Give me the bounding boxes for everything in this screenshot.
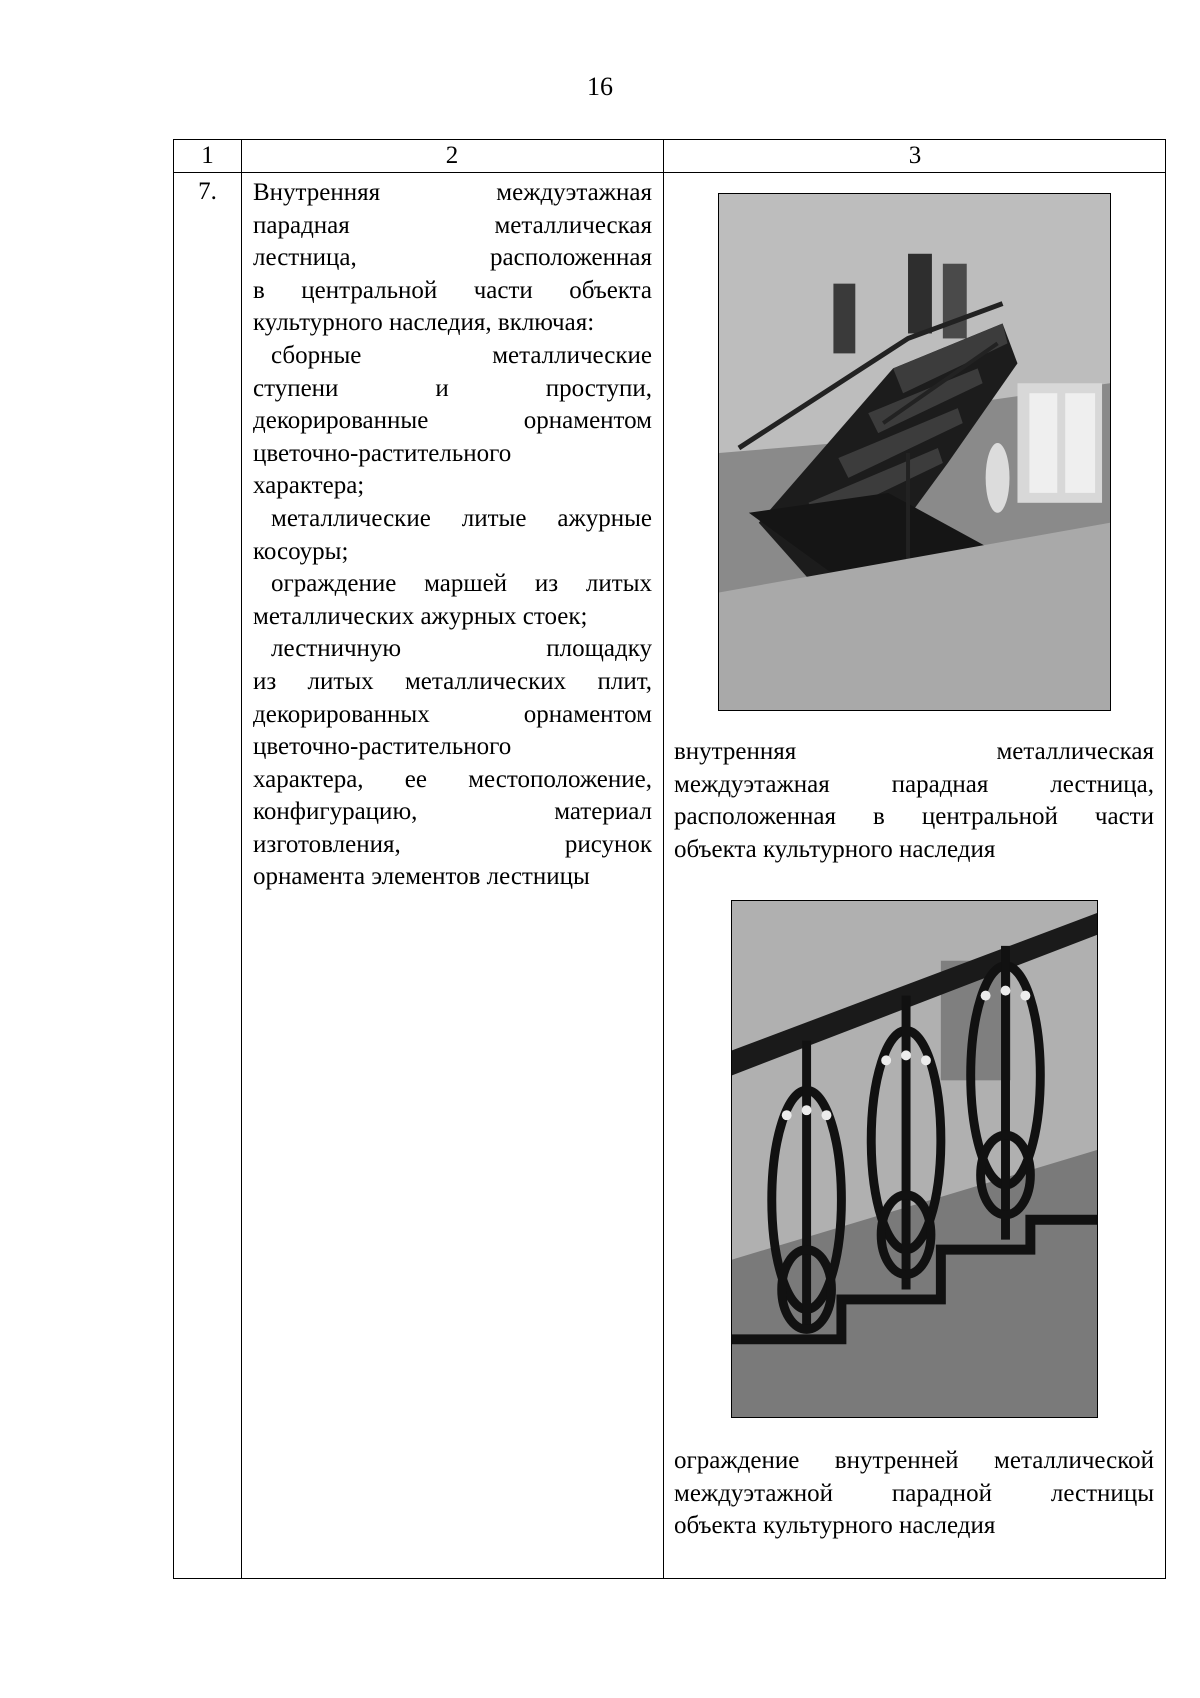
description-line: изготовления, рисунок [253, 830, 652, 858]
heritage-table [173, 139, 1166, 1579]
description-line: орнамента элементов лестницы [253, 863, 590, 891]
description-line: характера, ее местоположение, [253, 765, 652, 793]
description-line: характера; [253, 472, 365, 500]
column-header-1: 1 [201, 142, 214, 169]
description-line: Внутренняя междуэтажная [253, 179, 652, 206]
description-line: в центральной части объекта [253, 276, 652, 304]
description-line: ступени и проступи, [253, 374, 652, 402]
caption-line: внутренняя металлическая [674, 738, 1154, 765]
column-divider [663, 140, 664, 1578]
description-line: цветочно-растительного [253, 733, 512, 761]
description-line: конфигурацию, материал [253, 798, 652, 826]
description-line: декорированные орнаментом [253, 407, 652, 435]
description-line: цветочно-растительного [253, 439, 512, 467]
description-line: металлических ажурных стоек; [253, 602, 588, 630]
column-header-2: 2 [445, 142, 459, 169]
caption-line: расположенная в центральной части [674, 803, 1154, 831]
description-line: декорированных орнаментом [253, 700, 652, 728]
description-line: лестничную площадку [271, 635, 652, 663]
staircase-photo [718, 193, 1111, 711]
caption-line: междуэтажной парадной лестницы [674, 1479, 1154, 1507]
staircase-caption [674, 736, 1154, 866]
item-description [253, 177, 652, 894]
description-line: сборные металлические [271, 341, 652, 369]
caption-line: ограждение внутренней металлической [674, 1447, 1154, 1474]
header-divider [174, 172, 1165, 173]
description-line: металлические литые ажурные [271, 504, 652, 532]
description-line: культурного наследия, включая: [253, 309, 595, 337]
caption-line: объекта культурного наследия [674, 835, 996, 863]
caption-line: объекта культурного наследия [674, 1512, 996, 1540]
column-header-3: 3 [908, 142, 922, 169]
railing-photo [731, 900, 1098, 1418]
railing-caption [674, 1445, 1154, 1543]
column-divider [241, 140, 242, 1578]
description-line: из литых металлических плит, [253, 667, 652, 695]
page-number: 16 [587, 72, 613, 101]
row-number: 7. [198, 178, 217, 205]
description-line: парадная металлическая [253, 211, 652, 239]
caption-line: междуэтажная парадная лестница, [674, 770, 1154, 798]
description-line: ограждение маршей из литых [271, 570, 652, 598]
description-line: лестница, расположенная [253, 244, 652, 272]
description-line: косоуры; [253, 537, 349, 565]
